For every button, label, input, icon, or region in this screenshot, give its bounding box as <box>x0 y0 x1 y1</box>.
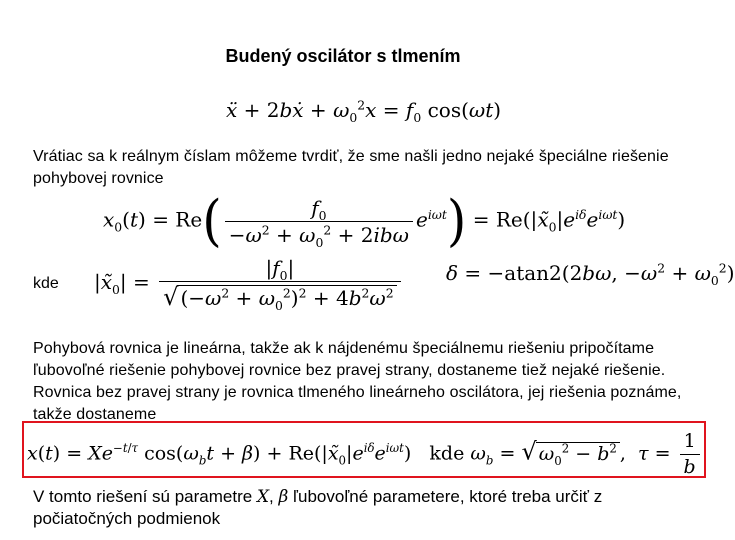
paragraph-parameters: V tomto riešení sú parametre X, β ľubovoľné parametere, ktoré treba určiť z počiatočných podmienok <box>33 487 603 528</box>
slide-title: Budený oscilátor s tlmením <box>225 46 461 66</box>
paragraph-linearity: Pohybová rovnica je lineárna, takže ak k nájdenému špeciálnemu riešeniu pripočítame ľubovoľné riešenie pohybovej rovnice bez pravej strany, dostaneme tiež nejaké riešenie. Rovnica bez pravej strany je rovnica tlmeného lineárneho oscilátora, jej riešenia poznáme, takže dostaneme <box>33 340 682 423</box>
equation-amplitude: $|x̃_0|$ = $\frac{|f_0|}{√ (-\omega^2 + \omega_0^2)^2 + 4b^2\omega^2}$ <box>94 258 404 309</box>
equation-phase: δ = −atan2(2bω, $-\omega^2 + \omega_0^2$) <box>446 260 735 288</box>
paragraph-intro: Vrátiac sa k reálnym číslam môžeme tvrdiť, že sme našli jedno nejaké špeciálne riešenie pohybovej rovnice <box>33 148 669 187</box>
equation-general-solution: $x(t) = Xe^{-t/\tau}$ $\cos(\omega_bt + \beta)$ + $Re(|x̃_0|e^{i\delta}e^{i\omega t})$ kde $\omega_b$ = √ $\omega_0^2 - b^2$ , τ = $\frac{1}{b}$ <box>27 432 703 477</box>
equation-particular-solution: $x_0(t) = Re$( $\frac{f_0}{-\omega^2 + \omega_0^2 + 2ib\omega}$ $e^{i\omega t}$) = $Re(|x̃_0|e^{i\delta}e^{i\omega t})$ <box>103 189 626 253</box>
equation-of-motion: ẍ + 2bẋ + $\omega_0^2x = f_0$ cos(ωt) <box>226 97 502 125</box>
kde-label: kde <box>33 275 59 292</box>
